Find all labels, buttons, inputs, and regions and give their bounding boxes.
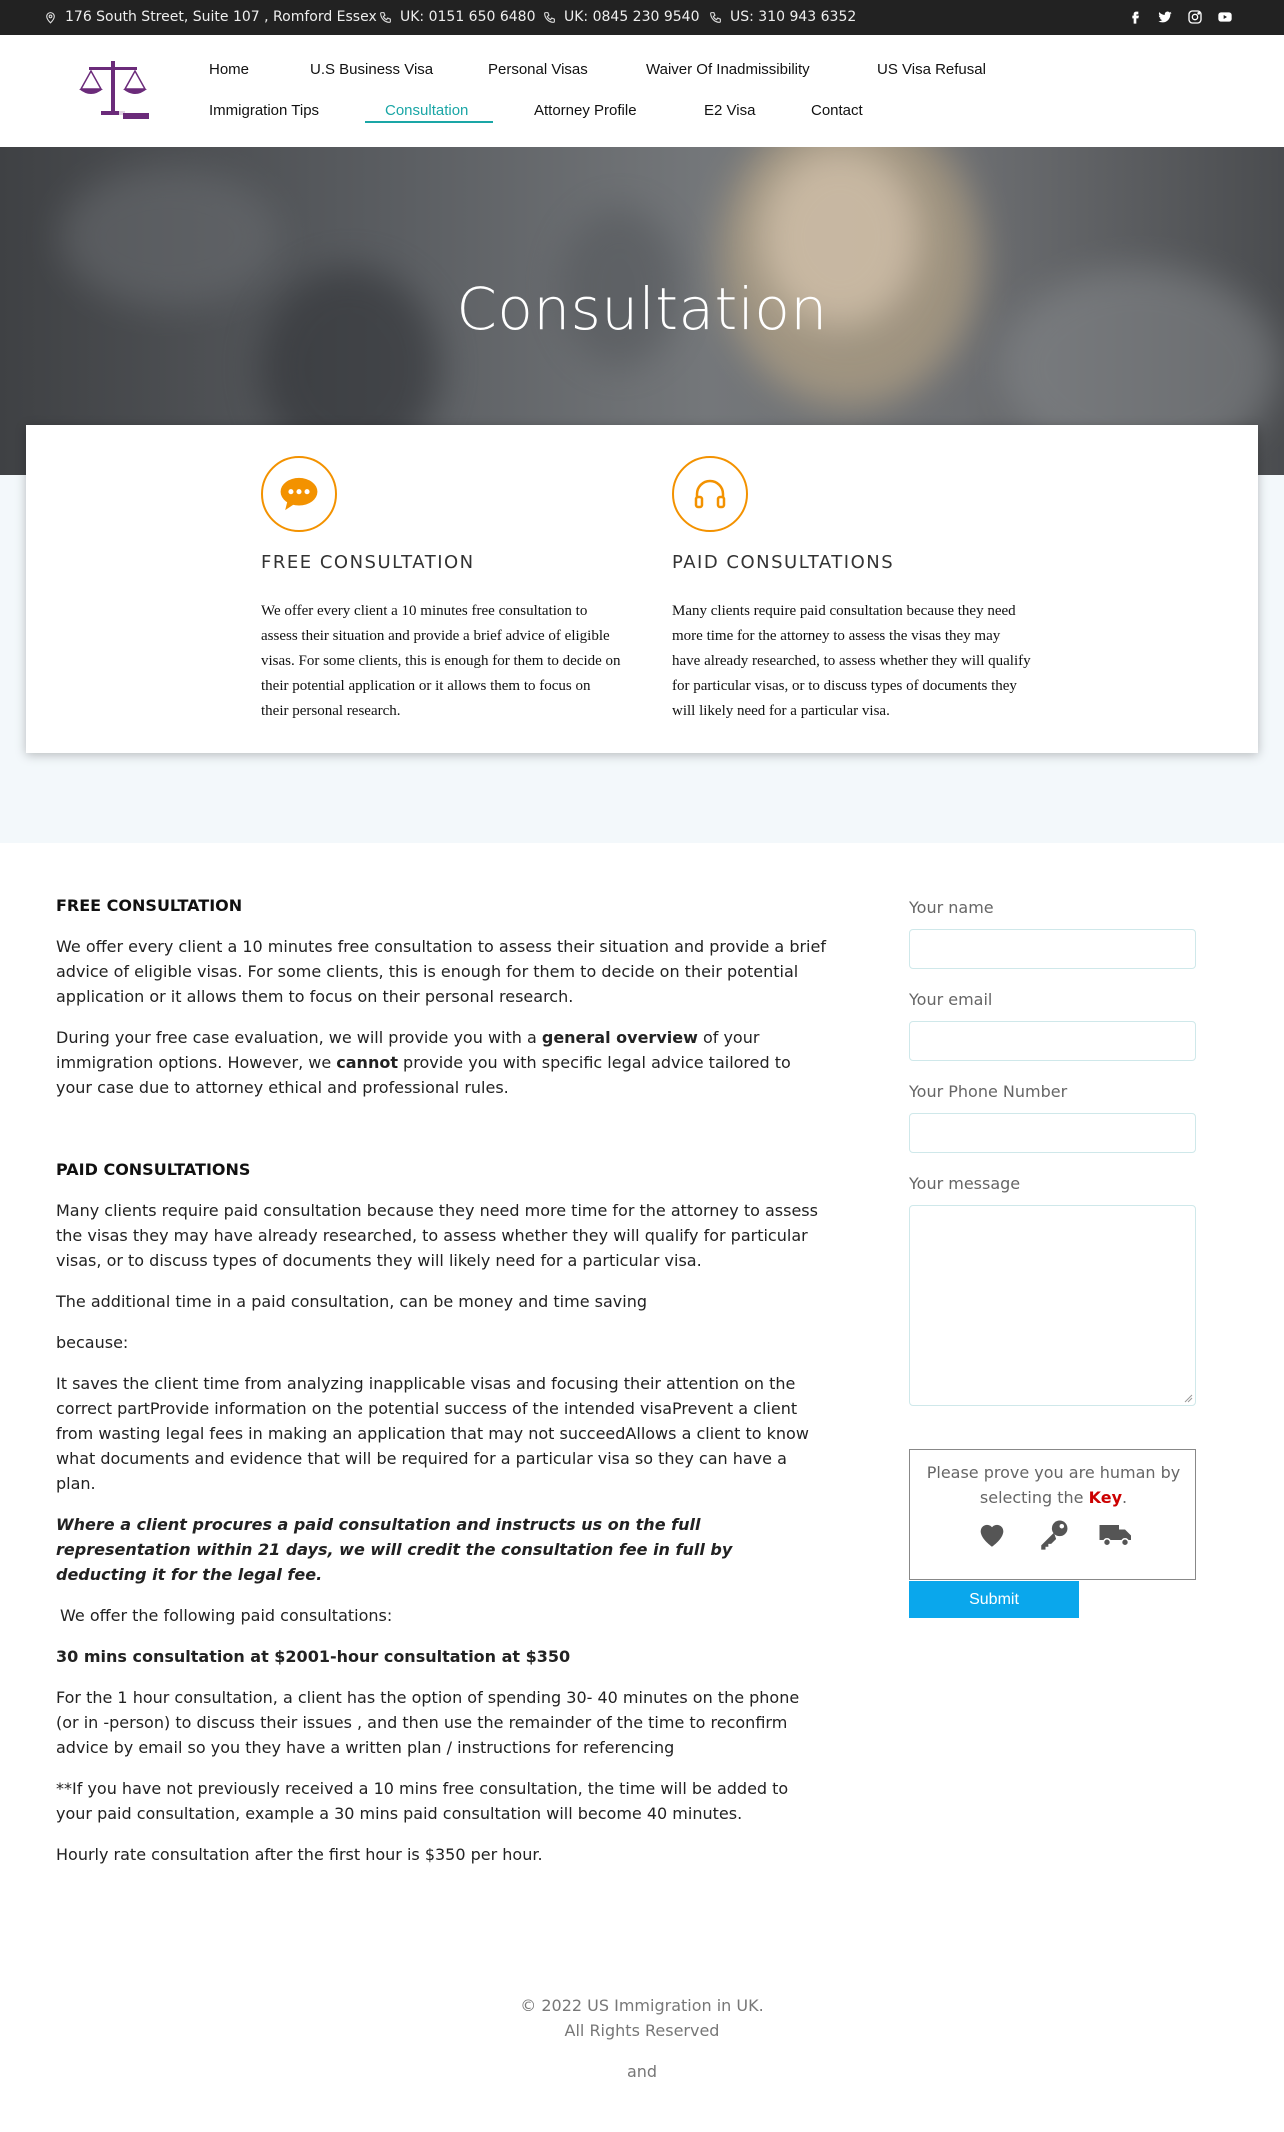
- site-header: [0, 35, 1284, 147]
- phone-uk-1-text[interactable]: UK: 0151 650 6480: [400, 9, 536, 25]
- paid-paragraph-2: The additional time in a paid consultation, can be money and time saving: [56, 1292, 647, 1311]
- top-bar: [0, 0, 1284, 35]
- nav-contact[interactable]: Contact: [811, 102, 863, 119]
- nav-home[interactable]: Home: [209, 61, 250, 78]
- paid-paragraph-9: **If you have not previously received a 10 mins free consultation, the time will be added to your paid consultation, example a 30 mins paid consultation will become 40 minutes.: [56, 1779, 789, 1823]
- free-paragraph-2: During your free case evaluation, we will provide you with a general overview of your immigration options. However, we cannot provide you with specific legal advice tailored to your case due to attorney ethical and professional rules.: [56, 1028, 791, 1097]
- phone-icon: [543, 11, 556, 24]
- key-icon[interactable]: [1036, 1516, 1072, 1552]
- captcha-options: [910, 1516, 1197, 1552]
- name-input[interactable]: [909, 929, 1196, 969]
- address-text: 176 South Street, Suite 107 , Romford Essex: [65, 9, 377, 25]
- footer-copyright: © 2022 US Immigration in UK.: [520, 1996, 764, 2015]
- name-label: Your name: [909, 898, 994, 917]
- paid-paragraph-10: Hourly rate consultation after the first hour is $350 per hour.: [56, 1845, 543, 1864]
- phone-uk-2-text[interactable]: UK: 0845 230 9540: [564, 9, 700, 25]
- message-label: Your message: [909, 1174, 1021, 1193]
- phone-input[interactable]: [909, 1113, 1196, 1153]
- message-textarea[interactable]: [909, 1205, 1196, 1406]
- nav-us-business-visa[interactable]: U.S Business Visa: [310, 61, 434, 78]
- phone-us-text[interactable]: US: 310 943 6352: [730, 9, 857, 25]
- page-title: Consultation: [456, 275, 828, 343]
- free-paragraph-1: We offer every client a 10 minutes free consultation to assess their situation and provide a brief advice of eligible visas. For some clients, this is enough for them to decide on their potential application or it allows them to focus on their personal research.: [56, 937, 826, 1006]
- phone-uk-1[interactable]: [379, 9, 535, 25]
- free-consultation-section: [56, 893, 826, 1100]
- chat-bubble-icon: [276, 471, 322, 517]
- captcha-box: [909, 1449, 1196, 1580]
- paid-paragraph-6: We offer the following paid consultations:: [60, 1606, 393, 1625]
- youtube-icon[interactable]: [1216, 8, 1234, 26]
- phone-uk-2[interactable]: [543, 9, 699, 25]
- nav-e2-visa[interactable]: E2 Visa: [704, 102, 756, 119]
- paid-paragraph-7: 30 mins consultation at $2001-hour consultation at $350: [56, 1647, 571, 1666]
- paid-consultation-text: Many clients require paid consultation because they need more time for the attorney to assess the visas they may have already researched, to assess whether they will qualify for particular visas, or to discuss types of documents they will likely need for a particular visa.: [672, 603, 1031, 719]
- nav-attorney-profile[interactable]: Attorney Profile: [534, 102, 637, 119]
- section-heading-paid: PAID CONSULTATIONS: [56, 1160, 251, 1179]
- nav-immigration-tips[interactable]: Immigration Tips: [209, 102, 320, 119]
- nav-active-underline: [365, 121, 493, 123]
- free-consultation-text: We offer every client a 10 minutes free consultation to assess their situation and provide a brief advice of eligible visas. For some clients, this is enough for them to decide on their potential application or it allows them to focus on their personal research.: [261, 603, 621, 719]
- paid-paragraph-5: Where a client procures a paid consultation and instructs us on the full representation within 21 days, we will credit the consultation fee in full by deducting it for the legal fee.: [56, 1515, 733, 1584]
- email-input[interactable]: [909, 1021, 1196, 1061]
- captcha-prompt: Please prove you are human by selecting the Key.: [926, 1463, 1181, 1507]
- paid-paragraph-3: because:: [56, 1333, 129, 1352]
- phone-us[interactable]: [709, 9, 856, 25]
- footer-rights: All Rights Reserved: [564, 2021, 720, 2040]
- phone-icon: [709, 11, 722, 24]
- free-consultation-icon-circle: [261, 456, 337, 532]
- truck-icon[interactable]: [1098, 1516, 1134, 1552]
- section-heading-free: FREE CONSULTATION: [56, 896, 243, 915]
- site-logo[interactable]: [75, 55, 151, 125]
- paid-paragraph-4: It saves the client time from analyzing inapplicable visas and focusing their attention on the correct partProvide information on the potential success of the intended visaPrevent a client from wasting legal fees in making an application that may not succeedAllows a client to know what documents and evidence that will be required for a particular visa so they can have a plan.: [56, 1374, 809, 1493]
- free-consultation-title: FREE CONSULTATION: [261, 552, 475, 573]
- address: [44, 9, 377, 25]
- phone-icon: [379, 11, 392, 24]
- resize-handle-icon[interactable]: [1184, 1394, 1193, 1403]
- paid-consultation-section: [56, 1157, 826, 1867]
- paid-consultation-title: PAID CONSULTATIONS: [672, 552, 895, 573]
- twitter-icon[interactable]: [1156, 8, 1174, 26]
- nav-consultation[interactable]: Consultation: [385, 102, 469, 119]
- footer-and: and: [626, 2062, 658, 2081]
- phone-label: Your Phone Number: [909, 1082, 1068, 1101]
- facebook-icon[interactable]: [1126, 8, 1144, 26]
- heart-icon[interactable]: [974, 1516, 1010, 1552]
- paid-paragraph-8: For the 1 hour consultation, a client has the option of spending 30- 40 minutes on the phone (or in -person) to discuss their issues , and then use the remainder of the time to reconfirm advice by email so you they have a written plan / instructions for referencing: [56, 1688, 800, 1757]
- consultation-summary-card: [26, 425, 1258, 753]
- nav-personal-visas[interactable]: Personal Visas: [488, 61, 588, 78]
- paid-paragraph-1: Many clients require paid consultation because they need more time for the attorney to assess the visas they may have already researched, to assess whether they will qualify for particular visas, or to discuss types of documents they will likely need for a particular visa.: [56, 1201, 818, 1270]
- map-pin-icon: [44, 11, 57, 24]
- instagram-icon[interactable]: [1186, 8, 1204, 26]
- paid-consultation-icon-circle: [672, 456, 748, 532]
- nav-us-visa-refusal[interactable]: US Visa Refusal: [877, 61, 986, 78]
- submit-button[interactable]: Submit: [909, 1581, 1079, 1618]
- email-label: Your email: [909, 990, 993, 1009]
- headphones-icon: [690, 474, 730, 514]
- nav-waiver-of-inadmissibility[interactable]: Waiver Of Inadmissibility: [646, 61, 810, 78]
